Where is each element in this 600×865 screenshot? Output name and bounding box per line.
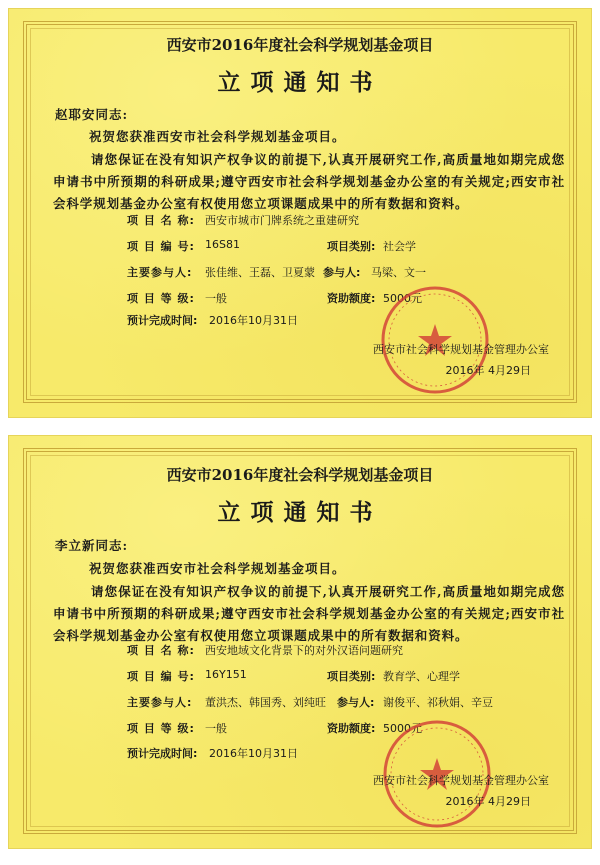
participants-value: 董洪杰、韩国秀、刘纯旺	[205, 696, 326, 709]
project-number-value: 16S81	[205, 238, 240, 251]
completion-value: 2016年10月31日	[209, 747, 298, 760]
project-number-value: 16Y151	[205, 668, 247, 681]
certificate-header: 西安市2016年度社会科学规划基金项目	[166, 36, 434, 54]
funding-value: 5000元	[383, 292, 422, 305]
participants-value-2: 马梁、文一	[371, 266, 426, 279]
congratulation-line: 祝贺您获准西安市社会科学规划基金项目。	[89, 561, 346, 576]
salutation: 赵耶安同志:	[55, 107, 129, 122]
body-paragraph: 请您保证在没有知识产权争议的前提下,认真开展研究工作,高质量地如期完成您申请书中所预期的科研成果;遵守西安市社会科学规划基金办公室的有关规定;西安市社会科学规划基金办公室有权使用您立项课题成果中的所有数据和资料。	[53, 584, 565, 643]
category-value: 教育学、心理学	[383, 670, 460, 683]
salutation: 李立新同志:	[55, 538, 129, 553]
issue-date: 2016年 4月29日	[445, 795, 531, 808]
project-number-label: 项 目 编 号:	[127, 670, 195, 683]
participants-label-2: 参与人:	[323, 266, 361, 279]
certificate-2	[9, 436, 591, 848]
red-official-seal-icon	[379, 284, 491, 396]
project-name-label: 项 目 名 称:	[127, 214, 195, 227]
participants-value: 张佳维、王磊、卫夏蒙	[205, 266, 315, 279]
grade-value: 一般	[205, 722, 227, 735]
participants-label-2: 参与人:	[337, 696, 375, 709]
congratulation-line: 祝贺您获准西安市社会科学规划基金项目。	[89, 129, 346, 144]
category-value: 社会学	[383, 240, 416, 253]
grade-value: 一般	[205, 292, 227, 305]
issue-date: 2016年 4月29日	[445, 364, 531, 377]
funding-label: 资助额度:	[327, 292, 376, 305]
participants-label: 主要参与人:	[127, 266, 193, 279]
certificate-title: 立项通知书	[217, 69, 383, 96]
completion-label: 预计完成时间:	[127, 747, 198, 760]
certificate-1	[9, 9, 591, 417]
project-name-value: 西安地域文化背景下的对外汉语问题研究	[205, 644, 403, 657]
issuing-organization: 西安市社会科学规划基金管理办公室	[373, 774, 549, 787]
grade-label: 项 目 等 级:	[127, 292, 195, 305]
category-label: 项目类别:	[327, 670, 376, 683]
funding-value: 5000元	[383, 722, 422, 735]
issuing-organization: 西安市社会科学规划基金管理办公室	[373, 343, 549, 356]
funding-label: 资助额度:	[327, 722, 376, 735]
project-name-label: 项 目 名 称:	[127, 644, 195, 657]
category-label: 项目类别:	[327, 240, 376, 253]
body-paragraph: 请您保证在没有知识产权争议的前提下,认真开展研究工作,高质量地如期完成您申请书中所预期的科研成果;遵守西安市社会科学规划基金办公室的有关规定;西安市社会科学规划基金办公室有权使用您立项课题成果中的所有数据和资料。	[53, 152, 565, 211]
certificate-header: 西安市2016年度社会科学规划基金项目	[166, 466, 434, 484]
completion-label: 预计完成时间:	[127, 314, 198, 327]
completion-value: 2016年10月31日	[209, 314, 298, 327]
participants-label: 主要参与人:	[127, 696, 193, 709]
certificate-title: 立项通知书	[217, 499, 383, 526]
project-name-value: 西安市城市门牌系统之重建研究	[205, 214, 359, 227]
project-number-label: 项 目 编 号:	[127, 240, 195, 253]
grade-label: 项 目 等 级:	[127, 722, 195, 735]
participants-value-2: 谢俊平、祁秋娟、辛豆	[383, 696, 493, 709]
